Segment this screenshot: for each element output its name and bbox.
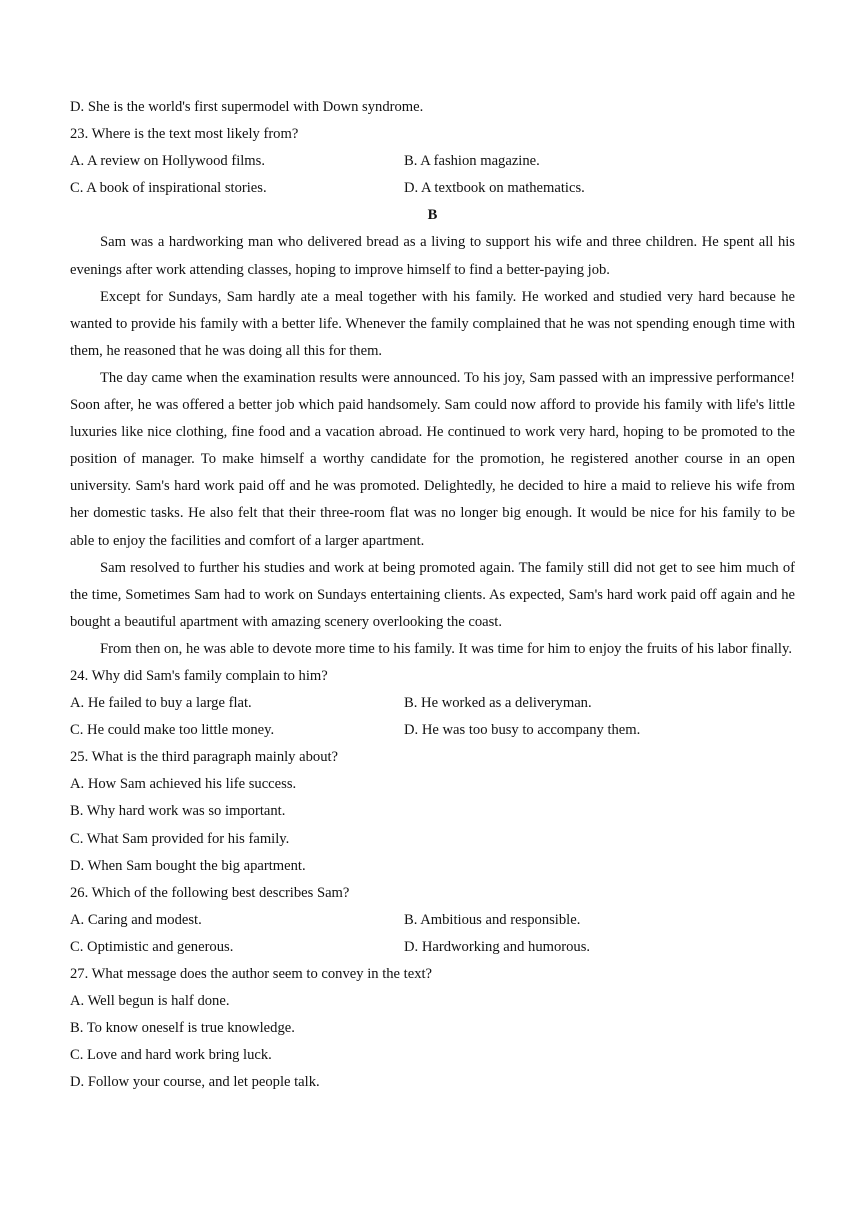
q23-options-row-2	[70, 175, 795, 202]
q27-option-c: C. Love and hard work bring luck.	[70, 1047, 272, 1064]
q24-options-row-1	[70, 690, 795, 717]
q23-option-d: D. A textbook on mathematics.	[404, 180, 585, 197]
q24-option-b: B. He worked as a deliveryman.	[404, 695, 592, 712]
q25-question: 25. What is the third paragraph mainly about?	[70, 749, 339, 766]
q23-options-row-1	[70, 148, 795, 175]
q24-option-c: C. He could make too little money.	[70, 722, 275, 739]
passage-paragraph-3: The day came when the examination results were announced. To his joy, Sam passed with an impressive performance! Soon after, he was offered a better job which paid handsomely. Sam could now afford to provide his family with life's little luxuries like nice clothing, fine food and a vacation abroad. He continued to work very hard, hoping to be promoted to the position of manager. To make himself a worthy candidate for the promotion, he registered another course in an open university. Sam's hard work paid off and he was promoted. Delightedly, he decided to hire a maid to relieve his wife from her domestic tasks. He also felt that their three-room flat was no longer big enough. It would be nice for his family to be able to enjoy the facilities and comfort of a larger apartment.	[70, 369, 795, 549]
document-page	[70, 94, 795, 1096]
q26-option-a: A. Caring and modest.	[70, 911, 202, 928]
q26-question: 26. Which of the following best describes Sam?	[70, 884, 350, 901]
passage-paragraph-5: From then on, he was able to devote more time to his family. It was time for him to enjoy the fruits of his labor finally.	[100, 640, 792, 657]
q26-option-c: C. Optimistic and generous.	[70, 938, 234, 955]
q24-options-row-2	[70, 717, 795, 744]
q27-option-d: D. Follow your course, and let people talk.	[70, 1074, 320, 1091]
q25-option-b: B. Why hard work was so important.	[70, 803, 286, 820]
q26-option-d: D. Hardworking and humorous.	[404, 938, 591, 955]
passage-paragraph-2: Except for Sundays, Sam hardly ate a meal together with his family. He worked and studied very hard because he wanted to provide his family with a better life. Whenever the family complained that he was not spending enough time with them, he reasoned that he was doing all this for them.	[70, 288, 795, 359]
q23-option-a: A. A review on Hollywood films.	[70, 153, 265, 170]
section-b-heading: B	[427, 207, 438, 224]
q25-option-a: A. How Sam achieved his life success.	[70, 776, 297, 793]
q27-option-b: B. To know oneself is true knowledge.	[70, 1020, 295, 1037]
q23-option-b: B. A fashion magazine.	[404, 153, 540, 170]
q24-question: 24. Why did Sam's family complain to him?	[70, 667, 328, 684]
q26-options-row-1	[70, 907, 795, 934]
q23-question: 23. Where is the text most likely from?	[70, 126, 299, 143]
passage-paragraph-1: Sam was a hardworking man who delivered bread as a living to support his wife and three children. He spent all his evenings after work attending classes, hoping to improve himself to find a better-paying job.	[70, 234, 795, 278]
q27-question: 27. What message does the author seem to convey in the text?	[70, 966, 433, 982]
q26-options-row-2	[70, 934, 795, 961]
q26-option-b: B. Ambitious and responsible.	[404, 911, 581, 928]
q27-option-a: A. Well begun is half done.	[70, 993, 230, 1010]
q24-option-a: A. He failed to buy a large flat.	[70, 695, 252, 712]
q25-option-c: C. What Sam provided for his family.	[70, 830, 290, 847]
q24-option-d: D. He was too busy to accompany them.	[404, 722, 641, 739]
q23-option-c: C. A book of inspirational stories.	[70, 180, 267, 197]
q25-option-d: D. When Sam bought the big apartment.	[70, 857, 306, 874]
passage-paragraph-4: Sam resolved to further his studies and work at being promoted again. The family still did not get to see him much of the time, Sometimes Sam had to work on Sundays entertaining clients. As expected, Sam's hard work paid off again and he bought a beautiful apartment with amazing scenery overlooking the coast.	[70, 559, 795, 630]
q22-option-d: D. She is the world's first supermodel with Down syndrome.	[70, 99, 424, 115]
